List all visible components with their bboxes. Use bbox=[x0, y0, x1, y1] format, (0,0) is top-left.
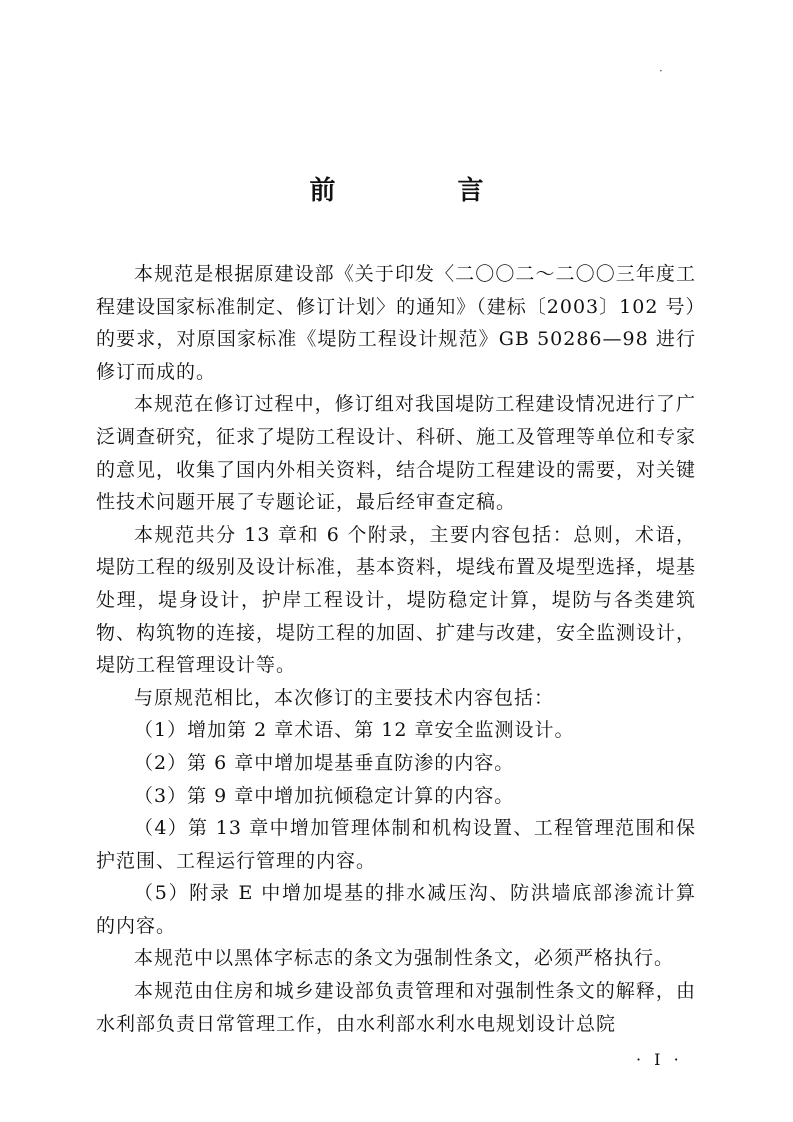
paragraph-contents: 本规范共分 13 章和 6 个附录，主要内容包括：总则，术语，堤防工程的级别及设计标准，基本资料，堤线布置及堤型选择，堤基处理，堤身设计，护岸工程设计，堤防稳定计算，堤防与各类建筑物、构筑物的连接，堤防工程的加固、扩建与改建，安全监测设计，堤防工程管理设计等。 bbox=[96, 523, 697, 677]
body-text bbox=[96, 258, 696, 1040]
list-item-change-3: （3）第 9 章中增加抗倾稳定计算的内容。 bbox=[134, 784, 515, 807]
list-item-change-1: （1）增加第 2 章术语、第 12 章安全监测设计。 bbox=[134, 719, 575, 742]
list-item-change-5: （5）附录 E 中增加堤基的排水减压沟、防洪墙底部渗流计算的内容。 bbox=[96, 882, 696, 937]
paragraph-mandatory: 本规范中以黑体字标志的条文为强制性条文，必须严格执行。 bbox=[134, 947, 675, 970]
paragraph-process: 本规范在修订过程中，修订组对我国堤防工程建设情况进行了广泛调查研究，征求了堤防工程设计、科研、施工及管理等单位和专家的意见，收集了国内外相关资料，结合堤防工程建设的需要，对关键性技术问题开展了专题论证，最后经审查定稿。 bbox=[96, 393, 697, 514]
paragraph-changes-intro: 与原规范相比，本次修订的主要技术内容包括： bbox=[134, 686, 555, 709]
page-number: · I · bbox=[636, 1050, 683, 1069]
page-title: 前 言 bbox=[309, 176, 532, 206]
corner-mark: · bbox=[659, 64, 663, 78]
paragraph-origin: 本规范是根据原建设部《关于印发〈二〇〇二～二〇〇三年度工程建设国家标准制定、修订计划〉的通知》（建标〔2003〕102 号）的要求，对原国家标准《堤防工程设计规范》GB 50286—98 进行修订而成的。 bbox=[96, 263, 696, 383]
list-item-change-4: （4）第 13 章中增加管理体制和机构设置、工程管理范围和保护范围、工程运行管理的内容。 bbox=[96, 817, 696, 872]
list-item-change-2: （2）第 6 章中增加堤基垂直防渗的内容。 bbox=[134, 751, 515, 774]
paragraph-management: 本规范由住房和城乡建设部负责管理和对强制性条文的解释，由水利部负责日常管理工作，由水利部水利水电规划设计总院 bbox=[96, 980, 696, 1035]
